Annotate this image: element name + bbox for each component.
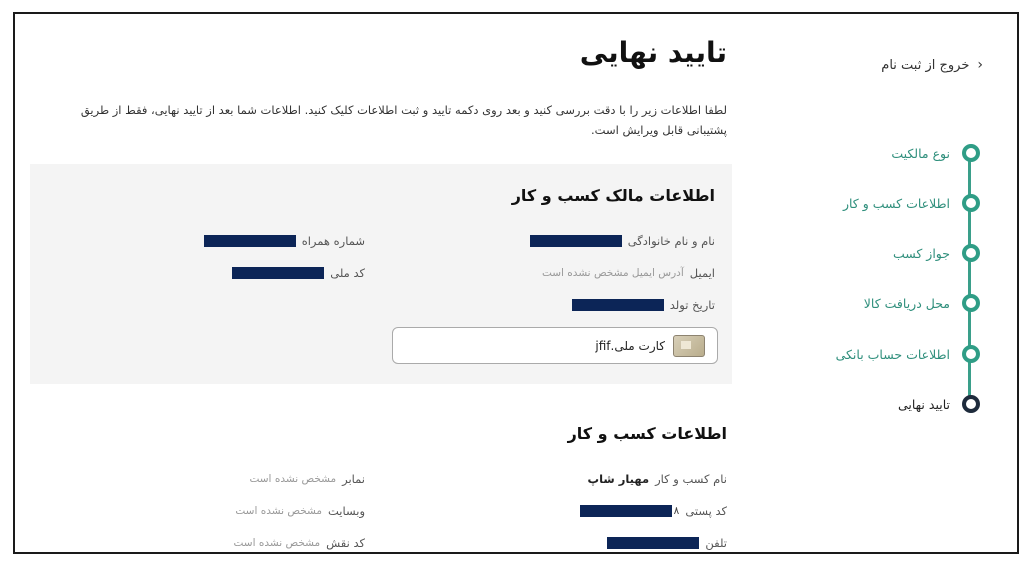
exit-registration-link[interactable] [881,57,983,73]
field-label: تلفن [705,536,727,550]
step-business-license[interactable] [893,242,997,264]
registration-stepper [827,142,997,422]
field-label: نام کسب و کار [655,472,727,486]
field-label: کد نقش [326,536,365,550]
step-final-approval[interactable] [898,393,997,415]
field-value: ۸ [673,505,680,517]
owner-national-code-field [232,266,365,280]
field-label: وبسایت [327,504,365,518]
field-label: شماره همراه [301,234,365,248]
step-done-icon [962,294,980,312]
step-ownership-type[interactable] [891,142,997,164]
business-postal-code-field [580,504,727,518]
national-card-file[interactable] [392,327,718,364]
redacted-value [232,267,324,279]
business-name-field [588,472,727,486]
field-label: ایمیل [689,266,715,280]
field-value: مهیار شاپ [587,472,650,486]
field-value: مشخص نشده است [233,537,321,549]
business-phone-field [607,536,727,550]
redacted-value [607,537,699,549]
page-frame [13,12,1019,554]
business-website-field [235,504,365,518]
redacted-value [530,235,622,247]
redacted-value [580,505,672,517]
step-label: نوع مالکیت [891,145,950,161]
field-label: تاریخ تولد [669,298,715,312]
field-value: مشخص نشده است [235,505,322,517]
intro-text: لطفا اطلاعات زیر را با دقت بررسی کنید و بعد روی دکمه تایید و ثبت اطلاعات کلیک کنید. اطلاعات شما بعد از تایید نهایی، فقط از طریق پشتیبانی قابل ویرایش است. [80,103,727,137]
owner-mobile-field [204,234,365,248]
step-label: جواز کسب [892,245,950,261]
step-done-icon [962,194,980,212]
exit-label: خروج از ثبت نام [881,57,970,73]
step-current-icon [962,395,980,413]
owner-section-title: اطلاعات مالک کسب و کار [511,186,715,205]
field-label: نمابر [342,472,365,486]
field-value: مشخص نشده است [249,473,337,485]
redacted-value [572,299,664,311]
page-title: تایید نهایی [579,36,727,69]
id-card-thumbnail-icon [673,335,705,357]
step-label: اطلاعات کسب و کار [842,195,950,211]
business-fax-field [249,472,365,486]
step-label: محل دریافت کالا [863,295,950,311]
step-label: اطلاعات حساب بانکی [835,346,950,362]
business-section-title: اطلاعات کسب و کار [567,424,727,443]
step-done-icon [962,244,980,262]
field-label: کد پستی [685,504,727,518]
business-role-code-field [234,536,366,550]
owner-email-field [542,266,715,280]
field-label: نام و نام خانوادگی [627,234,715,248]
owner-birth-date-field [572,298,715,312]
owner-full-name-field [530,234,715,248]
step-done-icon [962,345,980,363]
step-label: تایید نهایی [897,396,950,412]
field-value: آدرس ایمیل مشخص نشده است [541,267,684,279]
chevron-left-icon: ‹ [977,57,983,73]
redacted-value [204,235,296,247]
step-done-icon [962,144,980,162]
step-business-info[interactable] [843,192,997,214]
step-delivery-location[interactable] [864,292,997,314]
step-bank-account[interactable] [836,343,997,365]
field-label: کد ملی [330,266,365,280]
file-name: کارت ملی.jfif [595,338,665,353]
